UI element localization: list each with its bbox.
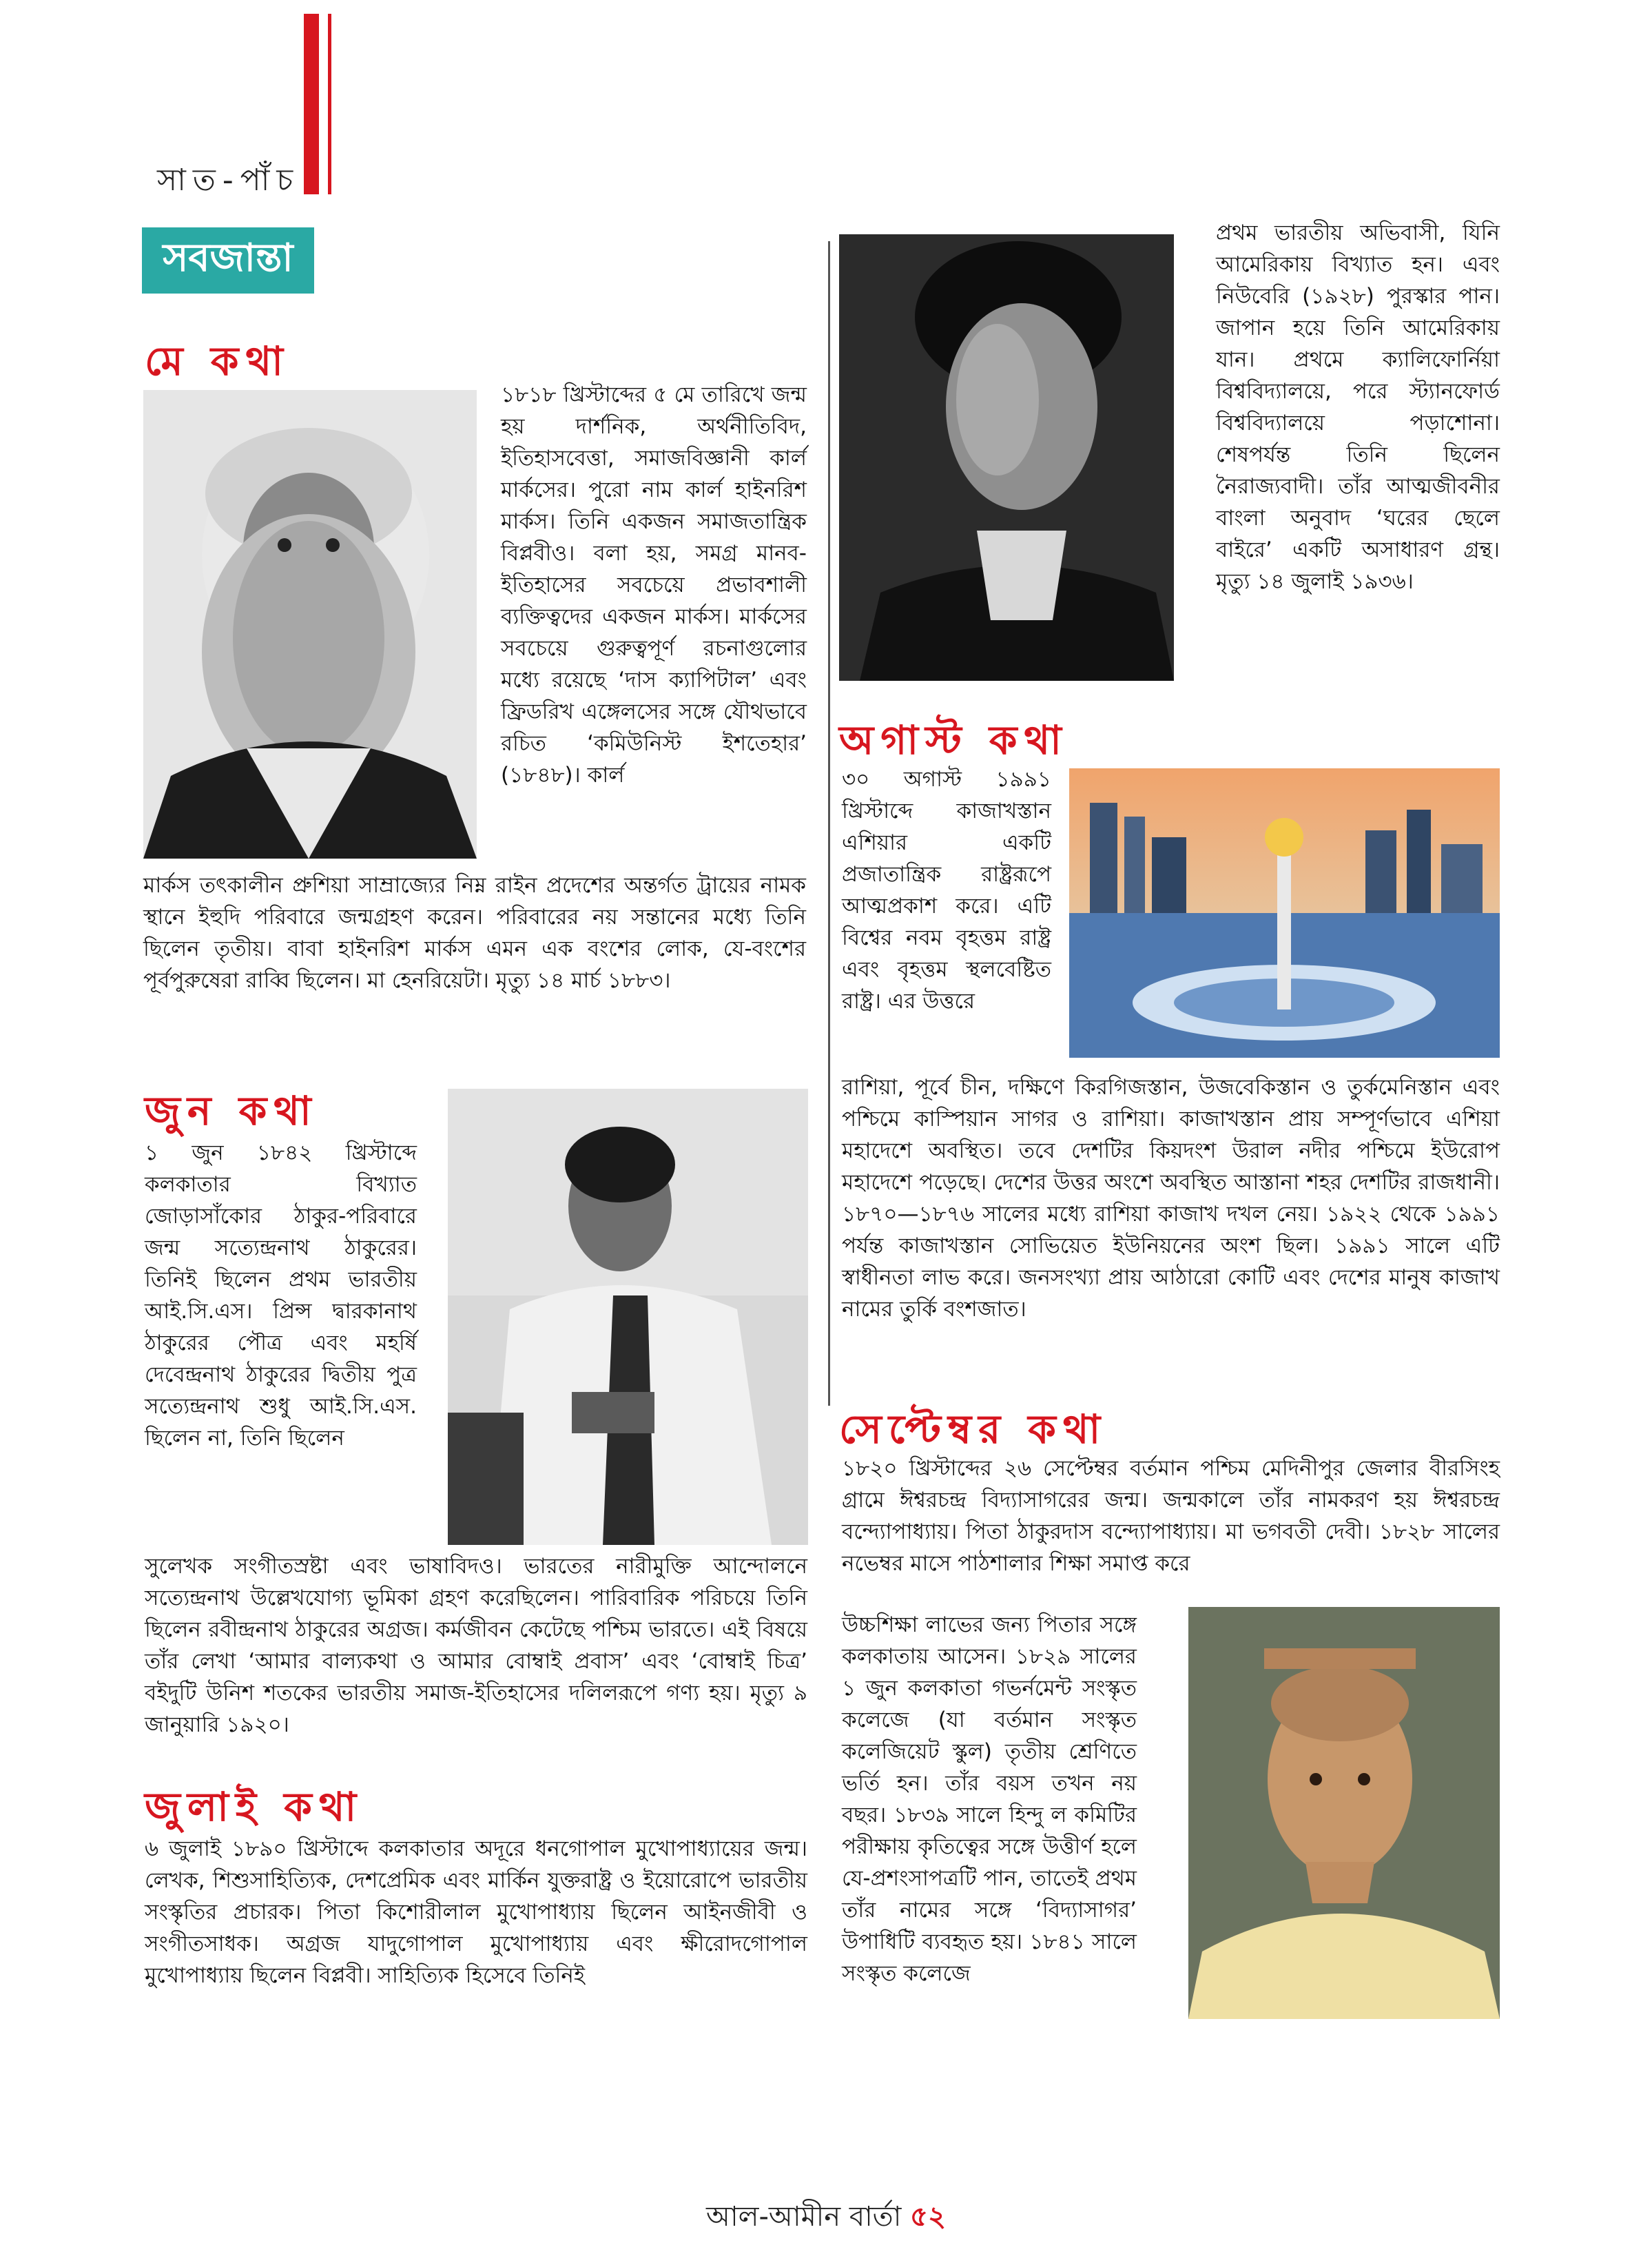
header-accent-bar bbox=[304, 14, 319, 194]
section-label: সাত-পাঁচ bbox=[157, 163, 300, 198]
july-heading: জুলাই কথা bbox=[145, 1783, 364, 1830]
may-text-2: মার্কস তৎকালীন প্রুশিয়া সাম্রাজ্যের নিম্ন রাইন প্রদেশের অন্তর্গত ট্রায়ের নামক স্থানে ইহুদি পরিবারে জন্মগ্রহণ করেন। পরিবারের নয় সন্তানের মধ্যে তিনি ছিলেন তৃতীয়। বাবা হাইনরিশ মার্কস এমন এক বংশের লোক, যে-বংশের পূর্বপুরুষেরা রাব্বি ছিলেন। মা হেনরিয়েটা। মৃত্যু ১৪ মার্চ ১৮৮৩। bbox=[143, 873, 806, 993]
july-text-2: প্রথম ভারতীয় অভিবাসী, যিনি আমেরিকায় বিখ্যাত হন। এবং নিউবেরি (১৯২৮) পুরস্কার পান। জাপান হয়ে তিনি আমেরিকায় যান। প্রথমে ক্যালিফোর্নিয়া বিশ্ববিদ্যালয়ে, পরে স্ট্যানফোর্ড বিশ্ববিদ্যালয়ে পড়াশোনা। শেষপর্যন্ত তিনি ছিলেন নৈরাজ্যবাদী। তাঁর আত্মজীবনীর বাংলা অনুবাদ ‘ঘরের ছেলে বাইরে’ একটি অসাধারণ গ্রন্থ। মৃত্যু ১৪ জুলাই ১৯৩৬। bbox=[1216, 221, 1500, 594]
may-text-1: ১৮১৮ খ্রিস্টাব্দের ৫ মে তারিখে জন্ম হয় দার্শনিক, অর্থনীতিবিদ, ইতিহাসবেত্তা, সমাজবিজ্ঞানী কার্ল মার্কসের। পুরো নাম কার্ল হাইনরিশ মার্কস। তিনি একজন সমাজতান্ত্রিক বিপ্লবীও। বলা হয়, সমগ্র মানব-ইতিহাসের সবচেয়ে প্রভাবশালী ব্যক্তিত্বদের একজন মার্কস। মার্কসের সবচেয়ে গুরুত্বপূর্ণ রচনাগুলোর মধ্যে রয়েছে ‘দাস ক্যাপিটাল’ এবং ফ্রিডরিখ এঙ্গেলসের সঙ্গে যৌথভাবে রচিত ‘কমিউনিস্ট ইশতেহার’ (১৮৪৮)। কার্ল bbox=[501, 382, 807, 788]
may-heading: মে কথা bbox=[145, 338, 290, 385]
august-heading: অগাস্ট কথা bbox=[839, 717, 1068, 764]
page-footer bbox=[0, 2195, 1652, 2241]
page-number: ৫২ bbox=[910, 2201, 946, 2233]
vidyasagar-portrait bbox=[1188, 1607, 1500, 2019]
june-text-2: সুলেখক সংগীতস্রষ্টা এবং ভাষাবিদও। ভারতের নারীমুক্তি আন্দোলনে সত্যেন্দ্রনাথ উল্লেখযোগ্য ভূমিকা গ্রহণ করেছিলেন। পারিবারিক পরিচয়ে তিনি ছিলেন রবীন্দ্রনাথ ঠাকুরের অগ্রজ। কর্মজীবন কেটেছে পশ্চিম ভারতে। এই বিষয়ে তাঁর লেখা ‘আমার বাল্যকথা ও আমার বোম্বাই প্রবাস’ এবং ‘বোম্বাই চিত্র’ বইদুটি উনিশ শতকের ভারতীয় সমাজ-ইতিহাসের দলিলরূপে গণ্য হয়। মৃত্যু ৯ জানুয়ারি ১৯২০। bbox=[145, 1554, 807, 1737]
june-heading: জুন কথা bbox=[145, 1087, 318, 1134]
column-divider bbox=[828, 241, 830, 1406]
astana-city-photo bbox=[1069, 768, 1500, 1058]
satyendranath-tagore-photo bbox=[448, 1089, 808, 1545]
column-banner: সবজান্তা bbox=[142, 227, 314, 294]
karl-marx-photo bbox=[143, 390, 477, 859]
july-text-1: ৬ জুলাই ১৮৯০ খ্রিস্টাব্দে কলকাতার অদূরে ধনগোপাল মুখোপাধ্যায়ের জন্ম। লেখক, শিশুসাহিত্যিক, দেশপ্রেমিক এবং মার্কিন যুক্তরাষ্ট্র ও ইয়োরোপে ভারতীয় সংস্কৃতির প্রচারক। পিতা কিশোরীলাল মুখোপাধ্যায় ছিলেন আইনজীবী ও সংগীতসাধক। অগ্রজ যাদুগোপাল মুখোপাধ্যায় এবং ক্ষীরোদগোপাল মুখোপাধ্যায় ছিলেন বিপ্লবী। সাহিত্যিক হিসেবে তিনিই bbox=[145, 1836, 807, 1988]
september-heading: সেপ্টেম্বর কথা bbox=[839, 1406, 1108, 1453]
august-text-2: রাশিয়া, পূর্বে চীন, দক্ষিণে কিরগিজস্তান, উজবেকিস্তান ও তুর্কমেনিস্তান এবং পশ্চিমে কাস্পিয়ান সাগর ও রাশিয়া। কাজাখস্তান প্রায় সম্পূর্ণভাবে এশিয়া মহাদেশে অবস্থিত। তবে দেশটির কিয়দংশ উরাল নদীর পশ্চিমে ইউরোপ মহাদেশে পড়েছে। দেশের উত্তর অংশে অবস্থিত আস্তানা শহর দেশটির রাজধানী। ১৮৭০—১৮৭৬ সালের মধ্যে রাশিয়া কাজাখ দখল নেয়। ১৯২২ থেকে ১৯৯১ পর্যন্ত কাজাখস্তান সোভিয়েত ইউনিয়নের অংশ ছিল। ১৯৯১ সালে এটি স্বাধীনতা লাভ করে। জনসংখ্যা প্রায় আঠারো কোটি এবং দেশের মানুষ কাজাখ নামের তুর্কি বংশজাত। bbox=[842, 1075, 1500, 1322]
publication-name: আল-আমীন বার্তা bbox=[706, 2201, 902, 2233]
june-text-1: ১ জুন ১৮৪২ খ্রিস্টাব্দে কলকাতার বিখ্যাত জোড়াসাঁকোর ঠাকুর-পরিবারে জন্ম সত্যেন্দ্রনাথ ঠাকুরের। তিনিই ছিলেন প্রথম ভারতীয় আই.সি.এস। প্রিন্স দ্বারকানাথ ঠাকুরের পৌত্র এবং মহর্ষি দেবেন্দ্রনাথ ঠাকুরের দ্বিতীয় পুত্র সত্যেন্দ্রনাথ শুধু আই.সি.এস. ছিলেন না, তিনি ছিলেন bbox=[145, 1140, 417, 1451]
dhan-gopal-mukerji-photo bbox=[839, 234, 1174, 681]
header-accent-line bbox=[328, 14, 331, 194]
september-text-2: উচ্চশিক্ষা লাভের জন্য পিতার সঙ্গে কলকাতায় আসেন। ১৮২৯ সালের ১ জুন কলকাতা গভর্নমেন্ট সংস্কৃত কলেজে (যা বর্তমান সংস্কৃত কলেজিয়েট স্কুল) তৃতীয় শ্রেণিতে ভর্তি হন। তাঁর বয়স তখন নয় বছর। ১৮৩৯ সালে হিন্দু ল কমিটির পরীক্ষায় কৃতিত্বের সঙ্গে উত্তীর্ণ হলে যে-প্রশংসাপত্রটি পান, তাতেই প্রথম তাঁর নামের সঙ্গে ‘বিদ্যাসাগর’ উপাধিটি ব্যবহৃত হয়। ১৮৪১ সালে সংস্কৃত কলেজে bbox=[842, 1612, 1137, 1986]
august-text-1: ৩০ অগাস্ট ১৯৯১ খ্রিস্টাব্দে কাজাখস্তান এশিয়ার একটি প্রজাতান্ত্রিক রাষ্ট্ররূপে আত্মপ্রকাশ করে। এটি বিশ্বের নবম বৃহত্তম রাষ্ট্র এবং বৃহত্তম স্থলবেষ্টিত রাষ্ট্র। এর উত্তরে bbox=[842, 767, 1051, 1014]
september-text-1: ১৮২০ খ্রিস্টাব্দের ২৬ সেপ্টেম্বর বর্তমান পশ্চিম মেদিনীপুর জেলার বীরসিংহ গ্রামে ঈশ্বরচন্দ্র বিদ্যাসাগরের জন্ম। জন্মকালে তাঁর নামকরণ হয় ঈশ্বরচন্দ্র বন্দ্যোপাধ্যায়। পিতা ঠাকুরদাস বন্দ্যোপাধ্যায়। মা ভগবতী দেবী। ১৮২৮ সালের নভেম্বর মাসে পাঠশালার শিক্ষা সমাপ্ত করে bbox=[842, 1456, 1500, 1576]
